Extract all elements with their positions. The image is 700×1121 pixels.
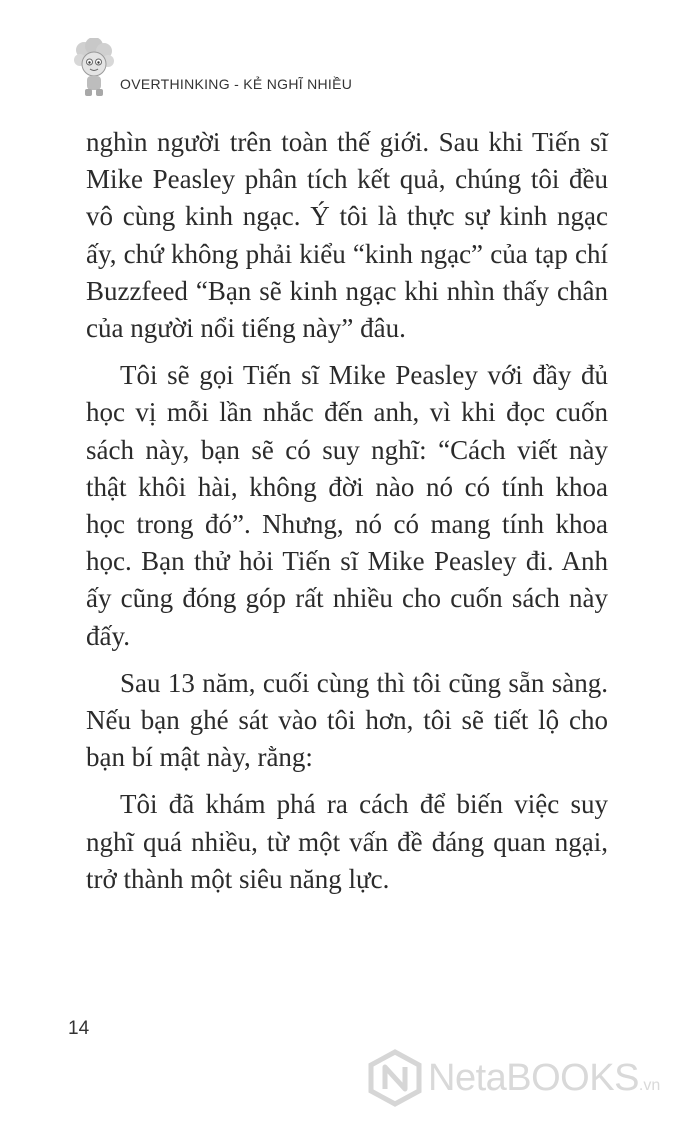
mascot-icon [70, 38, 116, 98]
watermark [366, 1049, 686, 1109]
watermark-suffix: .vn [638, 1077, 661, 1094]
page-number: 14 [68, 1018, 90, 1039]
running-title: OVERTHINKING - KẺ NGHĨ NHIỀU [120, 76, 353, 92]
paragraph-1: nghìn người trên toàn thế giới. Sau khi Tiến sĩ Mike Peasley phân tích kết quả, chúng tôi đều vô cùng kinh ngạc. Ý tôi là thực sự kinh ngạc ấy, chứ không phải kiểu “kinh ngạc” của tạp chí Buzzfeed “Bạn sẽ kinh ngạc khi nhìn thấy chân của người nổi tiếng này” đâu. [86, 127, 608, 344]
paragraph-3: Sau 13 năm, cuối cùng thì tôi cũng sẵn sàng. Nếu bạn ghé sát vào tôi hơn, tôi sẽ tiết lộ cho bạn bí mật này, rằng: [86, 667, 608, 773]
watermark-text [428, 1057, 660, 1100]
paragraph-4: Tôi đã khám phá ra cách để biến việc suy nghĩ quá nhiều, từ một vấn đề đáng quan ngại, trở thành một siêu năng lực. [86, 789, 608, 894]
watermark-brand: NetaBOOKS [428, 1057, 639, 1099]
netabooks-n-icon [366, 1049, 424, 1107]
body-text [86, 124, 608, 908]
paragraph-2: Tôi sẽ gọi Tiến sĩ Mike Peasley với đầy đủ học vị mỗi lần nhắc đến anh, vì khi đọc cuốn sách này, bạn sẽ có suy nghĩ: “Cách viết này thật khôi hài, không đời nào nó có tính khoa học trong đó”. Nhưng, nó có mang tính khoa học. Bạn thử hỏi Tiến sĩ Mike Peasley đi. Anh ấy cũng đóng góp rất nhiều cho cuốn sách này đấy. [86, 360, 608, 651]
